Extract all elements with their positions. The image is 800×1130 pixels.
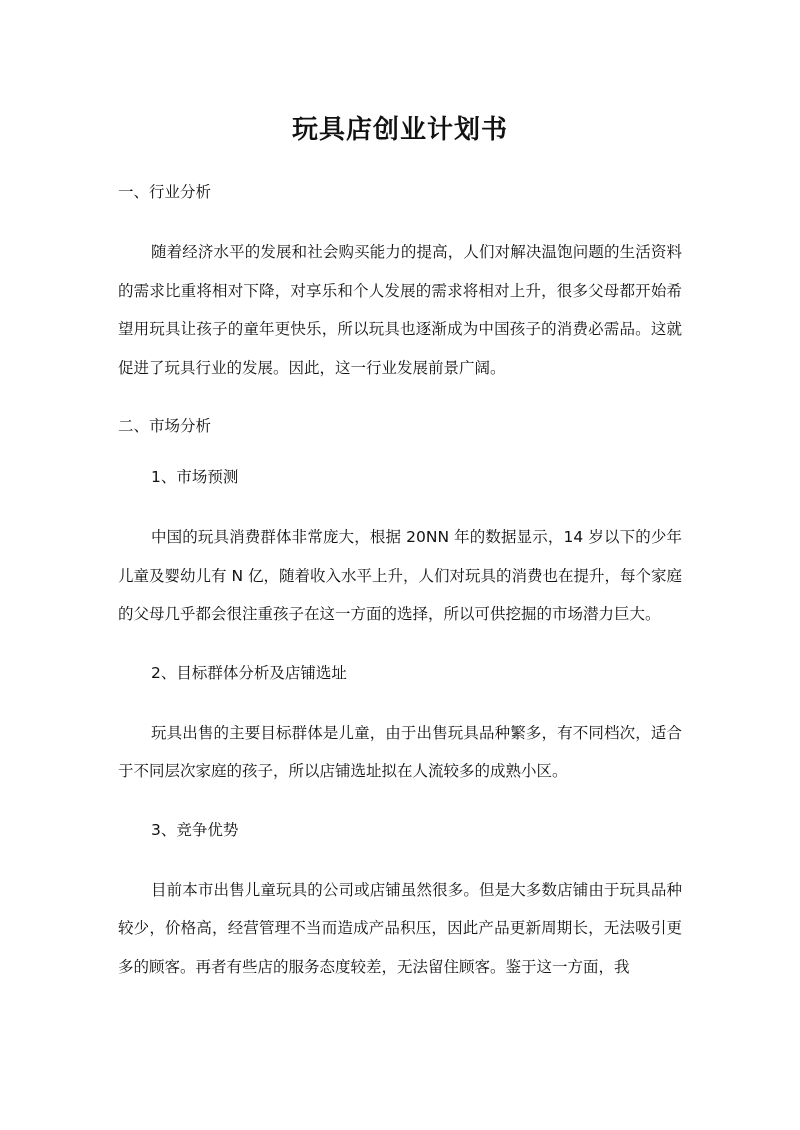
paragraph-target: 玩具出售的主要目标群体是儿童，由于出售玩具品种繁多，有不同档次，适合于不同层次家庭的孩子，所以店铺选址拟在人流较多的成熟小区。 xyxy=(118,723,682,780)
paragraph-industry: 随着经济水平的发展和社会购买能力的提高，人们对解决温饱问题的生活资料的需求比重将相对下降，对享乐和个人发展的需求将相对上升，很多父母都开始希望用玩具让孩子的童年更快乐，所以玩具也逐渐成为中国孩子的消费必需品。这就促进了玩具行业的发展。因此，这一行业发展前景广阔。 xyxy=(118,243,682,377)
section-heading-market: 二、市场分析 xyxy=(118,417,212,435)
subsection-heading-forecast: 1、市场预测 xyxy=(151,468,239,486)
subsection-heading-target: 2、目标群体分析及店铺选址 xyxy=(151,663,347,682)
section-heading-industry: 一、行业分析 xyxy=(118,183,212,201)
subsection-heading-competition: 3、竞争优势 xyxy=(151,820,239,839)
paragraph-competition: 目前本市出售儿童玩具的公司或店铺虽然很多。但是大多数店铺由于玩具品种较少，价格高，经营管理不当而造成产品积压，因此产品更新周期长，无法吸引更多的顾客。再者有些店的服务态度较差，无法留住顾客。鉴于这一方面，我 xyxy=(118,880,682,976)
document-title: 玩具店创业计划书 xyxy=(291,115,508,145)
paragraph-forecast: 中国的玩具消费群体非常庞大，根据 20NN 年的数据显示，14 岁以下的少年儿童及婴幼儿有 N 亿，随着收入水平上升，人们对玩具的消费也在提升，每个家庭的父母几乎都会很注重孩子在这一方面的选择，所以可供挖掘的市场潜力巨大。 xyxy=(118,528,682,623)
